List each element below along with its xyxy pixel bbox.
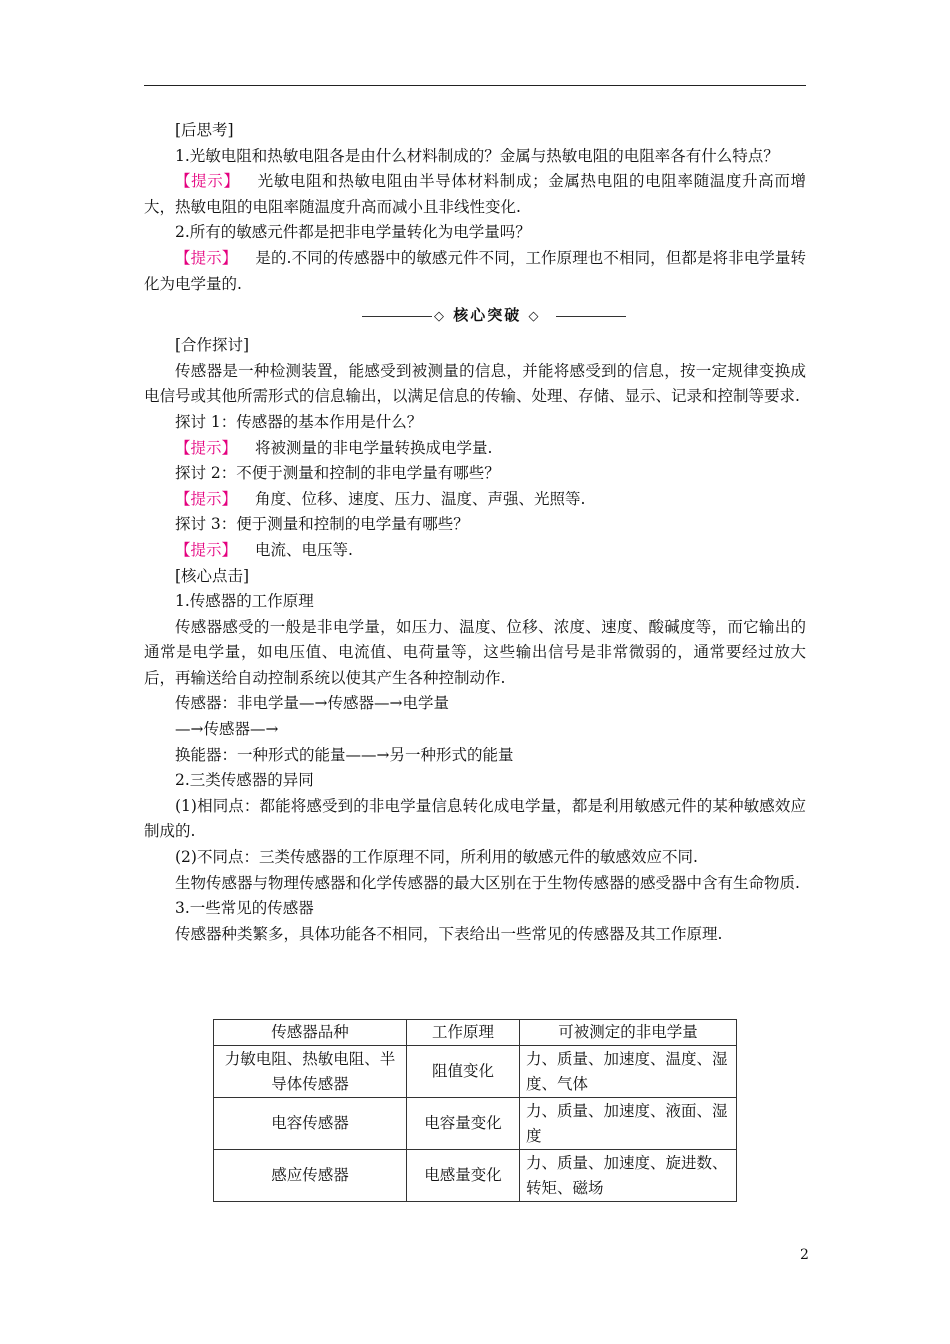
discuss-answer-2-text: 角度、位移、速度、压力、温度、声强、光照等. [255,489,586,508]
diamond-icon: ◇ [434,309,446,325]
table-header: 可被测定的非电学量 [520,1020,737,1046]
diamond-icon: ◇ [528,309,541,325]
flow-line-2: —→传感器—→ [175,720,279,739]
answer-2-text: 是的.不同的传感器中的敏感元件不同，工作原理也不相同，但都是将非电学量转化为电学量的. [144,248,806,293]
core-paragraph-2: (1)相同点：都能将感受到的非电学量信息转化成电学量，都是利用敏感元件的某种敏感效应制成的. [144,796,806,841]
section-heading [144,301,806,333]
header-rule [144,85,806,86]
core-subheading-3: 3.一些常见的传感器 [175,899,314,918]
table-row [214,1046,737,1098]
table-cell: 电容量变化 [407,1098,520,1150]
core-paragraph-4: 生物传感器与物理传感器和化学传感器的最大区别在于生物传感器的感受器中含有生命物质. [175,873,800,892]
answer-1 [144,169,806,220]
tip-label: 【提示】 [175,248,238,267]
answer-2 [144,246,806,297]
section-line-left [362,316,432,317]
discuss-1: 探讨 1：传感器的基本作用是什么？ [175,412,423,431]
tip-label: 【提示】 [175,489,238,508]
flow-line-3: 换能器：一种形式的能量——→另一种形式的能量 [175,745,514,764]
page-number: 2 [800,1247,809,1263]
discuss-answer-1-text: 将被测量的非电学量转换成电学量. [255,438,493,457]
answer-1-text: 光敏电阻和热敏电阻由半导体材料制成；金属热电阻的电阻率随温度升高而增大，热敏电阻的电阻率随温度升高而减小且非线性变化. [144,172,806,216]
section-title-wrap [434,303,540,330]
table-header: 传感器品种 [214,1020,407,1046]
core-heading: [核心点击] [175,566,250,585]
table-row [214,1150,737,1202]
table-header: 工作原理 [407,1020,520,1046]
tip-label: 【提示】 [175,540,238,559]
section-title: 核心突破 [453,306,522,325]
table-cell: 电容传感器 [214,1098,407,1150]
table-header-row [214,1020,737,1046]
tip-label: 【提示】 [175,438,238,457]
question-2: 2.所有的敏感元件都是把非电学量转化为电学量吗？ [175,223,531,242]
table-cell: 感应传感器 [214,1150,407,1202]
core-subheading-1: 1.传感器的工作原理 [175,592,314,611]
table-cell: 力、质量、加速度、液面、湿度 [520,1098,737,1150]
table-cell: 力敏电阻、热敏电阻、半导体传感器 [214,1046,407,1098]
discuss-2: 探讨 2：不便于测量和控制的非电学量有哪些？ [175,464,500,483]
post-think-heading: [后思考] [175,121,234,139]
core-paragraph-1: 传感器感受的一般是非电学量，如压力、温度、位移、浓度、速度、酸碱度等，而它输出的通常是电学量，如电压值、电流值、电荷量等，这些输出信号是非常微弱的，通常要经过放大后，再输送给自动控制系统以使其产生各种控制动作. [144,617,806,687]
table-cell: 电感量变化 [407,1150,520,1202]
page-content [144,118,806,947]
cooperate-intro: 传感器是一种检测装置，能感受到被测量的信息，并能将感受到的信息，按一定规律变换成电信号或其他所需形式的信息输出，以满足信息的传输、处理、存储、显示、记录和控制等要求. [144,361,806,406]
core-paragraph-5: 传感器种类繁多，具体功能各不相同，下表给出一些常见的传感器及其工作原理. [175,924,723,943]
cooperate-heading: [合作探讨] [175,336,250,355]
table-cell: 力、质量、加速度、旋进数、转矩、磁场 [520,1150,737,1202]
tip-label: 【提示】 [175,172,240,191]
flow-line-1: 传感器：非电学量—→传感器—→电学量 [175,694,449,713]
table-row [214,1098,737,1150]
question-1: 1.光敏电阻和热敏电阻各是由什么材料制成的？金属与热敏电阻的电阻率各有什么特点？ [175,146,779,165]
table-cell: 力、质量、加速度、温度、湿度、气体 [520,1046,737,1098]
discuss-answer-3 [144,538,806,564]
table-cell: 阻值变化 [407,1046,520,1098]
discuss-answer-2 [144,487,806,513]
sensor-table [213,1019,737,1202]
section-line-right [556,316,626,317]
discuss-answer-1 [144,436,806,462]
core-paragraph-3: (2)不同点：三类传感器的工作原理不同，所利用的敏感元件的敏感效应不同. [175,848,698,867]
discuss-answer-3-text: 电流、电压等. [255,540,353,559]
discuss-3: 探讨 3：便于测量和控制的电学量有哪些？ [175,515,469,534]
core-subheading-2: 2.三类传感器的异同 [175,771,314,790]
